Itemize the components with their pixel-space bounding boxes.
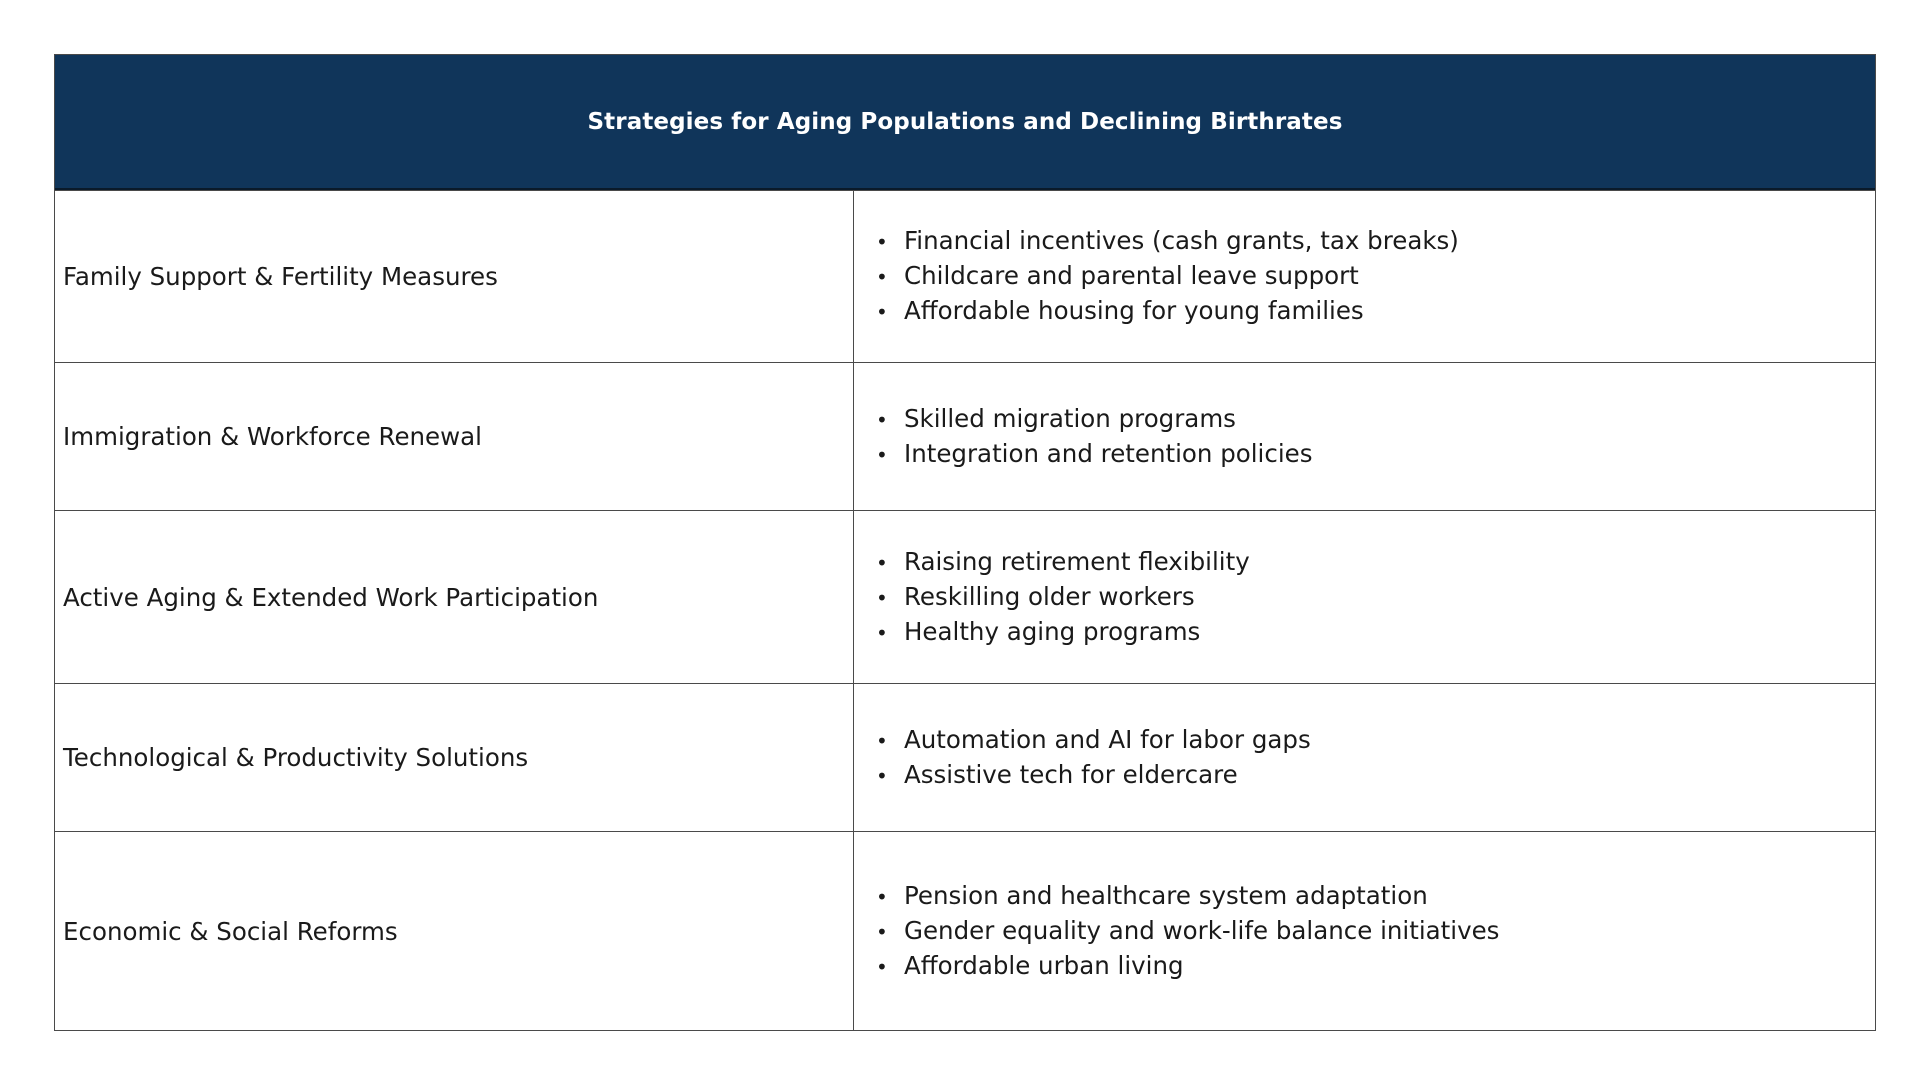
category-cell xyxy=(55,832,854,1030)
list-item: • Pension and healthcare system adaptation xyxy=(876,879,1499,914)
bullet-icon: • xyxy=(876,442,888,467)
list-item: • Gender equality and work-life balance initiatives xyxy=(876,914,1499,949)
measures-cell xyxy=(854,684,1875,831)
category-label: Family Support & Fertility Measures xyxy=(63,262,498,291)
measures-list xyxy=(876,879,1499,984)
category-cell xyxy=(55,191,854,362)
strategies-table xyxy=(54,54,1876,1031)
table-row-technological xyxy=(55,683,1875,831)
category-label: Economic & Social Reforms xyxy=(63,916,398,946)
bullet-icon: • xyxy=(876,954,888,979)
table-row-economic-social xyxy=(55,831,1875,1030)
list-item: • Childcare and parental leave support xyxy=(876,259,1459,294)
category-cell xyxy=(55,684,854,831)
bullet-icon: • xyxy=(876,884,888,909)
category-cell xyxy=(55,363,854,510)
bullet-icon: • xyxy=(876,300,888,324)
list-item: • Assistive tech for eldercare xyxy=(876,758,1311,793)
category-cell xyxy=(55,511,854,683)
category-label: Immigration & Workforce Renewal xyxy=(63,422,482,451)
measures-list xyxy=(876,545,1250,650)
bullet-icon: • xyxy=(876,763,888,788)
list-item: • Healthy aging programs xyxy=(876,615,1250,650)
bullet-icon: • xyxy=(876,620,888,645)
bullet-icon: • xyxy=(876,550,888,575)
category-label: Active Aging & Extended Work Participation xyxy=(63,582,599,612)
list-item: • Automation and AI for labor gaps xyxy=(876,723,1311,758)
measures-list xyxy=(876,723,1311,793)
list-item: • Integration and retention policies xyxy=(876,437,1312,472)
list-item: • Affordable housing for young families xyxy=(876,294,1459,329)
measures-cell xyxy=(854,511,1875,683)
measures-cell xyxy=(854,832,1875,1030)
bullet-icon: • xyxy=(876,230,888,254)
list-item: • Reskilling older workers xyxy=(876,580,1250,615)
table-row-active-aging xyxy=(55,510,1875,683)
table-header xyxy=(55,55,1875,190)
bullet-icon: • xyxy=(876,265,888,289)
measures-cell xyxy=(854,363,1875,510)
category-label: Technological & Productivity Solutions xyxy=(63,743,529,772)
table-row-family-support xyxy=(55,190,1875,362)
list-item: • Affordable urban living xyxy=(876,949,1499,984)
bullet-icon: • xyxy=(876,407,888,432)
measures-list xyxy=(876,402,1312,472)
table-row-immigration xyxy=(55,362,1875,510)
list-item: • Raising retirement flexibility xyxy=(876,545,1250,580)
measures-list xyxy=(876,224,1459,329)
bullet-icon: • xyxy=(876,728,888,753)
bullet-icon: • xyxy=(876,585,888,610)
list-item: • Skilled migration programs xyxy=(876,402,1312,437)
bullet-icon: • xyxy=(876,919,888,944)
list-item: • Financial incentives (cash grants, tax breaks) xyxy=(876,224,1459,259)
measures-cell xyxy=(854,191,1875,362)
table-title: Strategies for Aging Populations and Declining Birthrates xyxy=(587,108,1343,135)
